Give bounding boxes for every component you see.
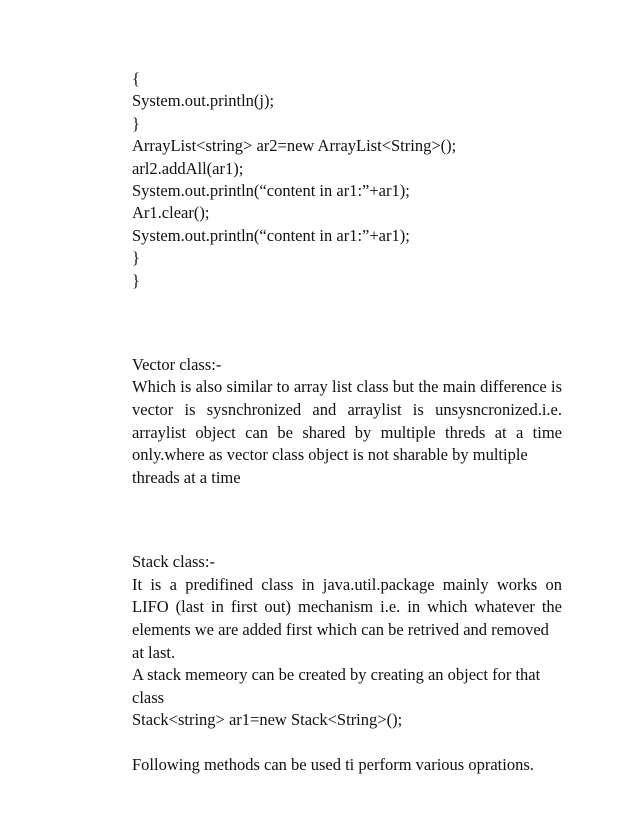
code-line: Ar1.clear(); xyxy=(132,203,210,223)
vector-paragraph: Which is also similar to array list class but the main difference is vector is sysnchronized and arraylist is unsysncronized.i.e. arraylist object can be shared by multiple threds at a time only.where as vector class object is not sharable by multiple xyxy=(132,377,562,465)
stack-heading: Stack class:- xyxy=(132,552,215,572)
closing-sentence: Following methods can be used ti perform various oprations. xyxy=(132,754,534,774)
code-line: } xyxy=(132,113,140,133)
stack-paragraph-2-last-line: class xyxy=(132,687,165,707)
code-line: System.out.println(j); xyxy=(132,91,275,111)
code-block xyxy=(132,68,562,292)
stack-code-line: Stack<string> ar1=new Stack<String>(); xyxy=(132,710,403,730)
code-line: System.out.println(“content in ar1:”+ar1); xyxy=(132,181,410,201)
spacer xyxy=(132,489,562,551)
code-line: ArrayList<string> ar2=new ArrayList<String>(); xyxy=(132,136,457,156)
code-line: { xyxy=(132,69,140,88)
vector-heading: Vector class:- xyxy=(132,355,222,375)
code-line: arl2.addAll(ar1); xyxy=(132,158,244,178)
stack-section xyxy=(132,551,562,776)
code-line: } xyxy=(132,248,140,268)
stack-paragraph-2: A stack memeory can be created by creating an object for that xyxy=(132,665,541,685)
stack-paragraph-last-line: at last. xyxy=(132,642,176,662)
page-content xyxy=(132,68,562,776)
code-line: } xyxy=(132,270,140,290)
vector-paragraph-last-line: threads at a time xyxy=(132,467,241,487)
vector-section xyxy=(132,354,562,489)
spacer xyxy=(132,292,562,354)
stack-paragraph: It is a predifined class in java.util.package mainly works on LIFO (last in first out) mechanism i.e. in which whatever the elements we are added first which can be retrived and removed xyxy=(132,574,562,640)
code-line: System.out.println(“content in ar1:”+ar1); xyxy=(132,225,410,245)
spacer xyxy=(132,732,562,754)
